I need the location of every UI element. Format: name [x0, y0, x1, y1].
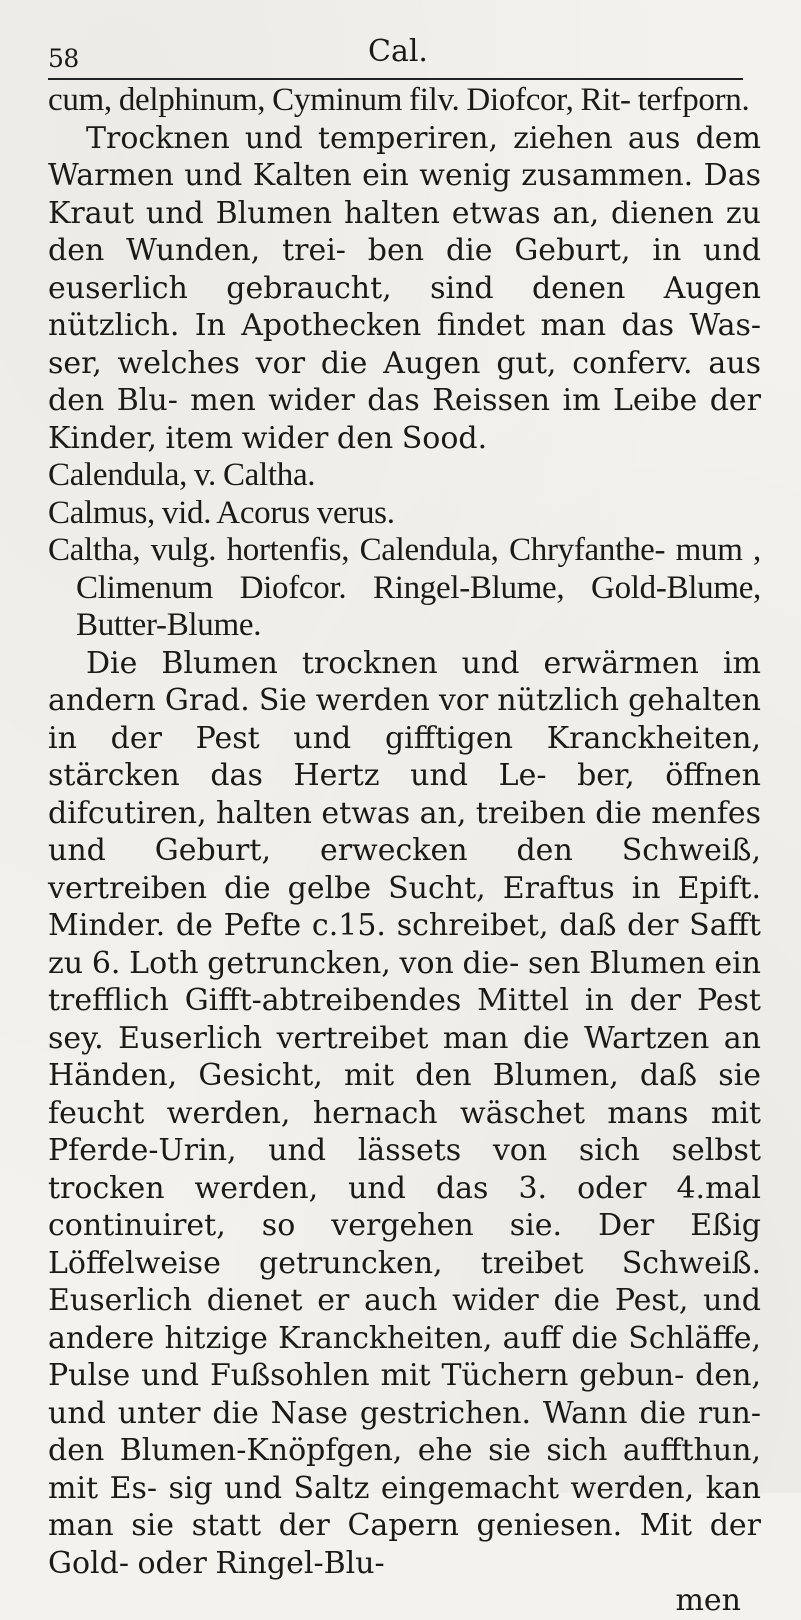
page-body: [48, 82, 761, 1620]
page-number: 58: [48, 44, 79, 73]
page-header: [48, 30, 753, 74]
header-rule: [48, 78, 743, 80]
entry-heading: Caltha, vulg. hortenfis, Calendula, Chryfanthe- mum , Climenum Diofcor. Ringel-Blume, Gold-Blume, Butter-Blume.: [48, 532, 761, 643]
entry-heading: Calmus, vid. Acorus verus.: [48, 494, 395, 531]
catchword: men: [675, 1583, 741, 1618]
entry-continuation: cum, delphinum, Cyminum filv. Diofcor, Rit- terfporn.: [48, 82, 750, 118]
entry-paragraph: Trocknen und temperiren, ziehen aus dem Warmen und Kalten ein wenig zusammen. Das Kraut und Blumen halten etwas an, dienen zu den Wunden, trei- ben die Geburt, in und euserlich gebraucht, sind denen Augen nützlich. In Apothecken findet man das Was- ser, welches vor die Augen gut, conferv. aus den Blu- men wider das Reissen im Leibe der Kinder, item wider den Sood.: [48, 120, 761, 456]
entry-paragraph: Die Blumen trocknen und erwärmen im andern Grad. Sie werden vor nützlich gehalten in der Pest und gifftigen Kranckheiten, stärcken das Hertz und Le- ber, öffnen difcutiren, halten etwas an, treiben die menfes und Geburt, erwecken den Schweiß, vertreiben die gelbe Sucht, Eraftus in Epift. Minder. de Pefte c.15. schreibet, daß der Safft zu 6. Loth getruncken, von die- sen Blumen ein trefflich Gifft-abtreibendes Mittel in der Pest sey. Euserlich vertreibet man die Wartzen an Händen, Gesicht, mit den Blumen, daß sie feucht werden, hernach wäschet mans mit Pferde-Urin, und lässets von sich selbst trocken werden, und das 3. oder 4.mal continuiret, so vergehen sie. Der Eßig Löffelweise getruncken, treibet Schweiß. Euserlich dienet er auch wider die Pest, und andere hitzige Kranckheiten, auff die Schläffe, Pulse und Fußsohlen mit Tüchern gebun- den, und unter die Nase gestrichen. Wann die run- den Blumen-Knöpfgen, ehe sie sich auffthun, mit Es- sig und Saltz eingemacht werden, kan man sie statt der Capern geniesen. Mit der Gold- oder Ringel-Blu-: [48, 645, 761, 1581]
entry-heading: Calendula, v. Caltha.: [48, 457, 316, 493]
running-head: Cal.: [368, 34, 428, 69]
